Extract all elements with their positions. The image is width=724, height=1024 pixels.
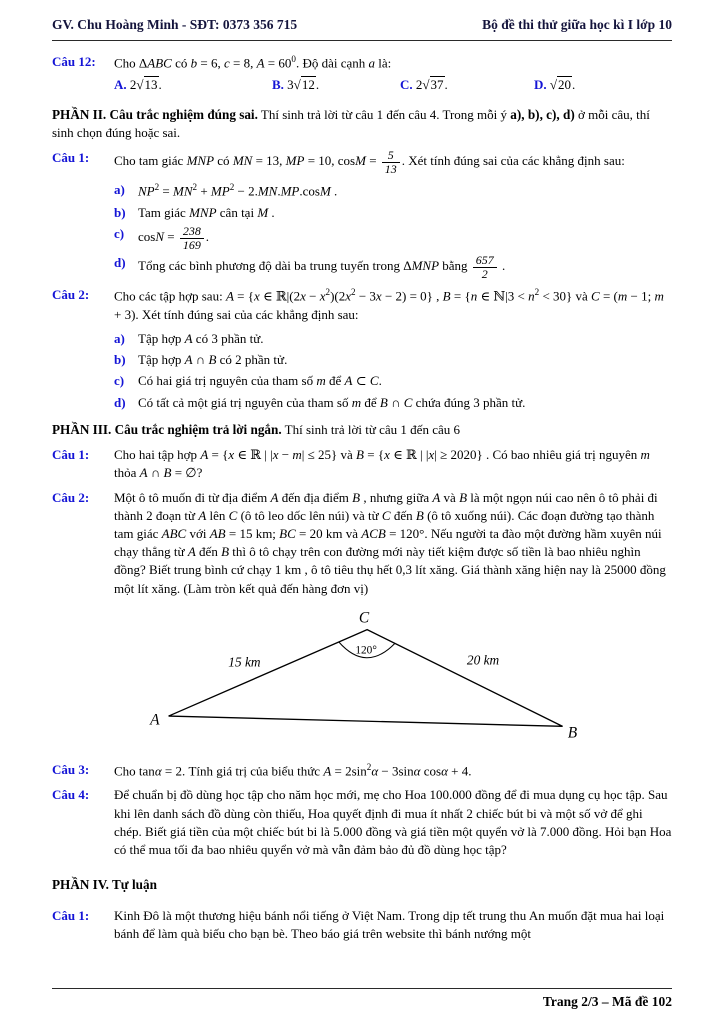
question-p3-4-label: Câu 4: [52, 787, 90, 803]
answer-key-c: C. [400, 77, 413, 93]
side-ac-label: 15 km [228, 654, 261, 670]
question-p2-2-items [114, 327, 672, 415]
item-d-text: Có tất cả một giá trị nguyên của tham số m để B ∩ C chứa đúng 3 phần tử. [138, 394, 526, 410]
header-rule [52, 40, 672, 41]
item-a [114, 330, 672, 348]
angle-c-label: 120° [355, 644, 377, 657]
question-p3-2 [52, 489, 672, 598]
exam-set-title: Bộ đề thi thử giữa học kì I lớp 10 [482, 17, 672, 32]
part2-instructions: Thí sinh trả lời từ câu 1 đến câu 4. Trong mỗi ý a), b), c), d) ở mỗi câu, thí sinh chọn đúng hoặc sai. [52, 106, 650, 141]
answer-text-b: 3√12. [287, 77, 320, 93]
item-a-key: a) [114, 182, 125, 198]
item-a [114, 181, 672, 201]
part3-heading [52, 421, 672, 439]
question-p2-1 [52, 149, 672, 175]
item-a-key: a) [114, 330, 125, 346]
item-c [114, 225, 672, 251]
item-b-text: Tập hợp A ∩ B có 2 phần tử. [138, 352, 288, 368]
item-c-key: c) [114, 373, 125, 389]
item-c-text: cosN = $\frac{238}{169}$ . [138, 224, 210, 252]
item-d-key: d) [114, 255, 126, 271]
item-c-key: c) [114, 226, 125, 242]
answer-option-c [400, 76, 534, 94]
question-p3-3 [52, 761, 672, 781]
item-b-text: Tam giác MNP cân tại M . [138, 204, 275, 220]
question-p2-1-items [114, 178, 672, 283]
question-p2-2 [52, 286, 672, 324]
item-c [114, 372, 672, 390]
item-b-key: b) [114, 352, 126, 368]
question-p3-1-text: Cho hai tập hợp A = {x ∈ ℝ | |x − m| ≤ 25} và B = {x ∈ ℝ | |x| ≥ 2020} . Có bao nhiêu giá trị nguyên m thỏa A ∩ B = ∅? [114, 447, 650, 481]
answer-key-a: A. [114, 77, 127, 93]
answer-text-c: 2√37. [415, 77, 448, 93]
part4-heading [52, 876, 672, 894]
question-p2-2-text: Cho các tập hợp sau: A = {x ∈ ℝ|(2x − $x^2)(2x^2 - 3x - 2) = 0$} , B = {n ∈ ℕ|3 < $n^2 < 30$} và C = (m − 1; m + 3). Xét tính đúng sai của các khẳng định sau: [114, 287, 664, 322]
answer-text-d: √20. [549, 77, 576, 93]
question-p3-2-label: Câu 2: [52, 489, 90, 505]
item-b-key: b) [114, 204, 126, 220]
item-b [114, 204, 672, 222]
question-12-text: Cho ΔABC có b = 6, c = 8, $A = 60^0$. Độ dài cạnh a là: [114, 53, 392, 71]
side-cb-label: 20 km [466, 652, 500, 668]
question-p4-1-text: Kinh Đô là một thương hiệu bánh nổi tiếng ở Việt Nam. Trong dịp tết trung thu An muốn đặt mua hai loại bánh để làm quà biếu cho bạn bè. Theo báo giá trên website thì bánh nướng một [114, 907, 665, 941]
page-header [52, 16, 672, 35]
question-p3-3-text: Cho tanα = 2. Tính giá trị của biểu thức $A = 2\sin^2\alpha - 3\sin\alpha$ cosα + 4. [114, 761, 472, 779]
item-b [114, 351, 672, 369]
answer-option-a [114, 76, 272, 94]
part3-instructions: Thí sinh trả lời từ câu 1 đến câu 6 [281, 421, 460, 437]
answer-option-b [272, 76, 400, 94]
part3-title: PHẦN III. Câu trắc nghiệm trả lời ngắn. [52, 421, 282, 437]
item-d [114, 254, 672, 280]
question-p3-1 [52, 446, 672, 482]
answer-option-d [534, 76, 672, 94]
question-p3-4-text: Để chuẩn bị đồ dùng học tập cho năm học mới, mẹ cho Hoa 100.000 đồng để đi mua dụng cụ học tập. Sau khi lên danh sách đồ dùng còn thiếu, Hoa quyết định đi mua ít nhất 2 chiếc bút bi và một số vở để ghi chép. Biết giá tiền của một chiếc bút bi là 5.000 đồng và giá tiền một quyển vở là 7.000 đồng. Hỏi bạn Hoa có thể mua tối đa bao nhiêu quyển vở mà vẫn đảm bảo đủ đồ dùng học tập? [114, 787, 672, 857]
vertex-b-label: B [567, 724, 578, 742]
triangle-figure [146, 611, 578, 745]
question-p3-4 [52, 786, 672, 859]
question-p2-1-text: Cho tam giác MNP có MN = 13, MP = 10, cosM = $\frac{5}{13}$ . Xét tính đúng sai của các khẳng định sau: [114, 148, 625, 176]
question-p3-1-label: Câu 1: [52, 447, 90, 463]
question-12 [52, 53, 672, 73]
question-12-label: Câu 12: [52, 53, 96, 69]
figure-container [52, 611, 672, 750]
item-d-key: d) [114, 394, 126, 410]
page-number: Trang 2/3 – Mã đề 102 [542, 994, 672, 1010]
vertex-c-label: C [358, 610, 370, 627]
item-d-text: Tổng các bình phương độ dài ba trung tuyến trong ΔMNP bằng $\frac{657}{2}$ . [138, 253, 506, 281]
footer-rule [52, 988, 672, 989]
question-12-answers [114, 76, 672, 94]
part4-title: PHẦN IV. Tự luận [52, 877, 157, 893]
item-c-text: Có hai giá trị nguyên của tham số m để A ⊂ C. [138, 373, 382, 389]
page-footer [52, 988, 672, 1012]
answer-text-a: 2√13. [129, 77, 162, 93]
answer-key-b: B. [272, 77, 284, 93]
question-p4-1-label: Câu 1: [52, 907, 90, 923]
question-p2-1-label: Câu 1: [52, 150, 90, 166]
part2-title: PHẦN II. Câu trắc nghiệm đúng sai. [52, 106, 258, 122]
item-a-text: Tập hợp A có 3 phần tử. [138, 330, 264, 346]
question-p4-1 [52, 907, 672, 943]
question-p3-2-text: Một ô tô muốn đi từ địa điểm A đến địa điểm B , nhưng giữa A và B là một ngọn núi cao nên ô tô phải đi thành 2 đoạn từ A lên C (ô tô leo dốc lên núi) và từ C đến B (ô tô xuống núi). Các đoạn đường tạo thành tam giác ABC với AB = 15 km; BC = 20 km và ACB = 120°. Nếu người ta đào một đường hầm xuyên núi chạy thẳng từ A đến B thì ô tô chạy trên con đường mới này tiết kiệm được số tiền là bao nhiêu nghìn đồng? Biết trung bình cứ chạy 1 km , ô tô tiêu thụ hết 0,3 lít xăng. Giá thành xăng hiện nay là 25000 đồng một lít xăng. (Làm tròn kết quả đến hàng đơn vị) [114, 489, 666, 596]
answer-key-d: D. [534, 77, 547, 93]
teacher-info: GV. Chu Hoàng Minh - SĐT: 0373 356 715 [52, 17, 298, 32]
vertex-a-label: A [150, 710, 160, 728]
item-d [114, 394, 672, 412]
question-p3-3-label: Câu 3: [52, 761, 90, 777]
item-a-text: $NP^2 = MN^2 + MP^2 - 2.MN.MP.\cos M$ . [138, 182, 338, 199]
question-p2-2-label: Câu 2: [52, 287, 90, 303]
part2-heading [52, 106, 672, 143]
